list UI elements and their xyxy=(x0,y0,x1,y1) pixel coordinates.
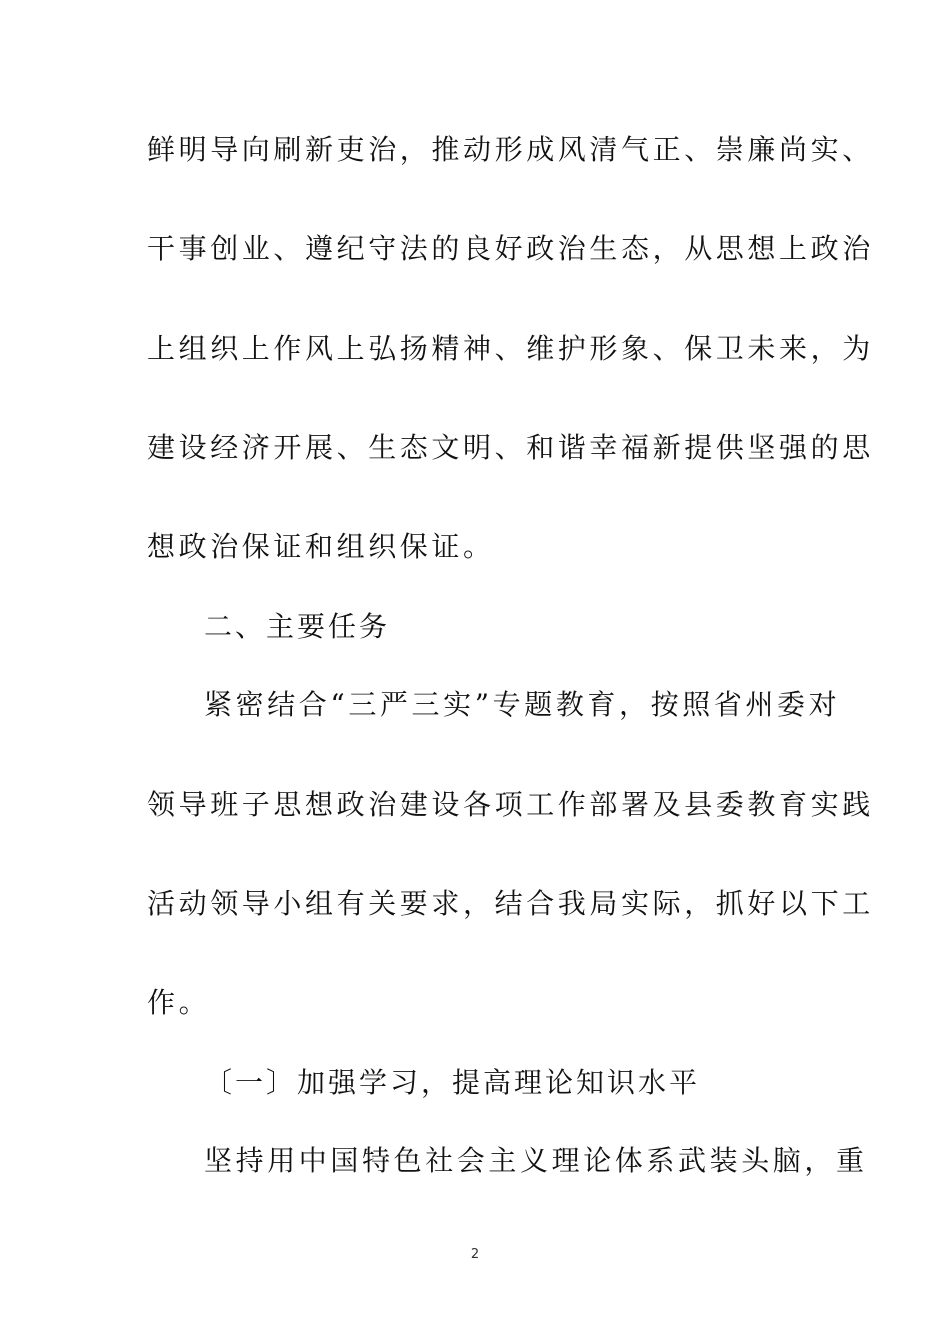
text-line-3: 上组织上作风上弘扬精神、维护形象、保卫未来，为 xyxy=(147,332,874,365)
section-heading: 二、主要任务 xyxy=(204,610,391,643)
text-line-8: 领导班子思想政治建设各项工作部署及县委教育实践 xyxy=(147,788,874,821)
text-line-2: 干事创业、遵纪守法的良好政治生态，从思想上政治 xyxy=(147,232,874,265)
text-line-1: 鲜明导向刷新吏治，推动形成风清气正、崇廉尚实、 xyxy=(147,133,874,166)
text-line-9: 活动领导小组有关要求，结合我局实际，抓好以下工 xyxy=(147,887,874,920)
page-number: 2 xyxy=(470,1247,480,1262)
subsection-heading: 〔一〕加强学习，提高理论知识水平 xyxy=(204,1066,701,1099)
text-line-5: 想政治保证和组织保证。 xyxy=(147,530,495,563)
text-line-12: 坚持用中国特色社会主义理论体系武装头脑，重 xyxy=(204,1144,868,1177)
text-line-7: 紧密结合“三严三实”专题教育，按照省州委对 xyxy=(204,688,841,721)
text-line-4: 建设经济开展、生态文明、和谐幸福新提供坚强的思 xyxy=(147,431,874,464)
text-line-10: 作。 xyxy=(147,986,211,1019)
